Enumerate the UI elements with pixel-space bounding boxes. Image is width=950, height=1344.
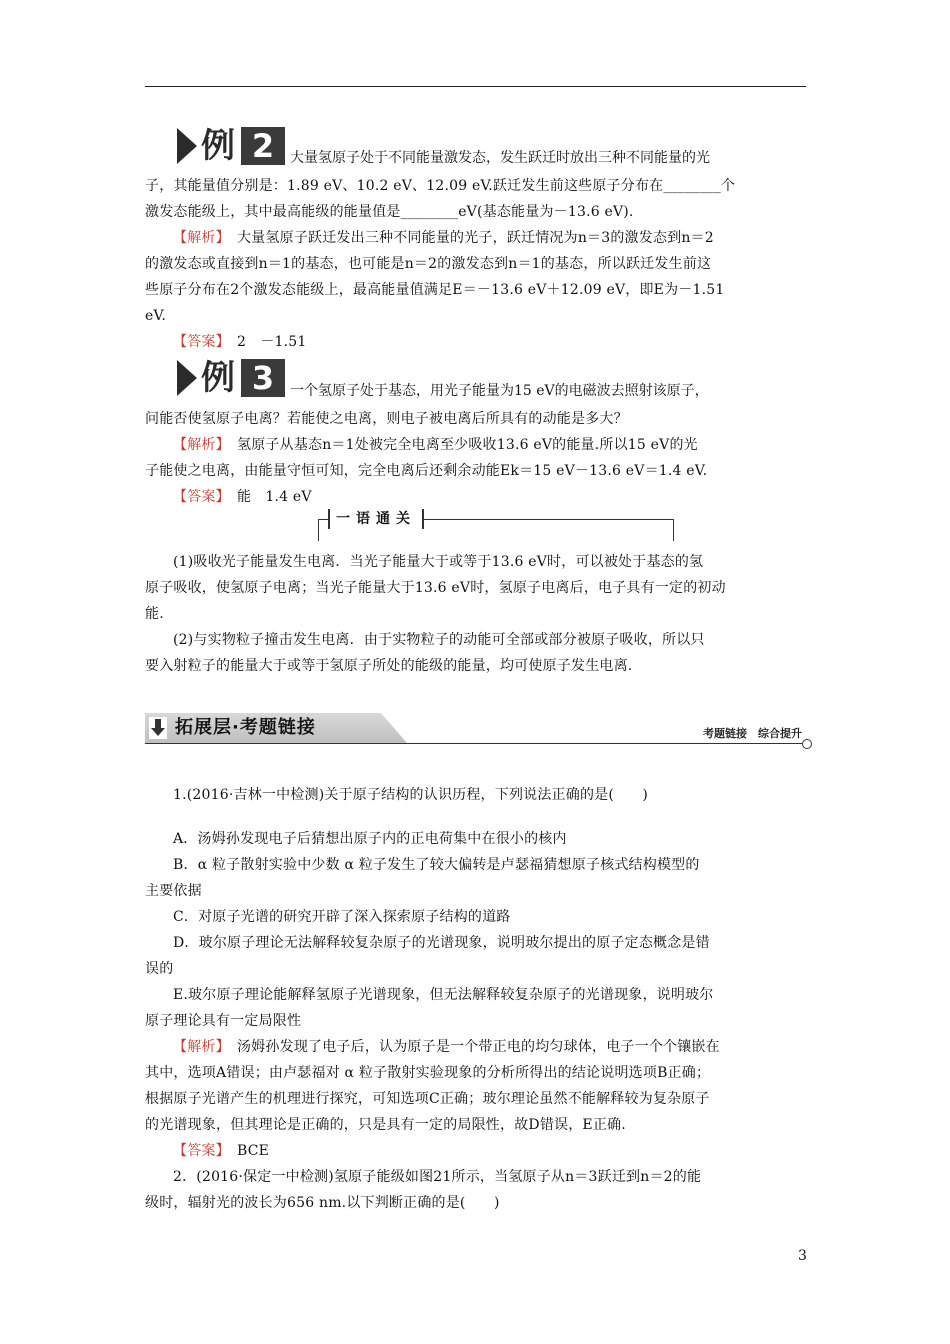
example-3-lead: 一个氢原子处于基态，用光子能量为15 eV的电磁波去照射该原子， — [290, 383, 709, 399]
summary-points — [145, 549, 806, 679]
example-label: 例 — [201, 126, 235, 166]
triangle-icon — [177, 360, 197, 396]
analysis-tag: 【解析】 — [173, 230, 223, 246]
question-2-stem: 2．(2016·保定一中检测)氢原子能级如图21所示，当氢原子从n＝3跃迁到n＝2的能 — [173, 1169, 702, 1185]
analysis-line: 的激发态或直接到n＝1的基态，也可能是n＝2的激发态到n＝1的基态，所以跃迁发生前这 — [145, 256, 712, 272]
section-header — [145, 713, 812, 745]
analysis-line: 的光谱现象，但其理论是正确的，只是具有一定的局限性，故D错误，E正确. — [145, 1117, 626, 1133]
example-number: 3 — [241, 359, 285, 397]
summary-line: (2)与实物粒子撞击发生电离．由于实物粒子的动能可全部或部分被原子吸收，所以只 — [173, 632, 705, 648]
summary-line: 要入射粒子的能量大于或等于氢原子所处的能级的能量，均可使原子发生电离. — [145, 658, 633, 674]
analysis-line: 根据原子光谱产生的机理进行探究，可知选项C正确；玻尔理论虽然不能解释较为复杂原子 — [145, 1091, 710, 1107]
section-subtitle: 考题链接 综合提升 — [703, 727, 802, 740]
example-3-question — [145, 406, 806, 510]
summary-line: (1)吸收光子能量发生电离．当光子能量大于或等于13.6 eV时，可以被处于基态的氢 — [173, 554, 704, 570]
option-b-cont: 主要依据 — [145, 883, 202, 899]
analysis-line: 些原子分布在2个激发态能级上，最高能量值满足E＝－13.6 eV＋12.09 eV，即E为－1.51 — [145, 282, 725, 298]
section-title: 拓展层·考题链接 — [175, 717, 316, 738]
option-d: D．玻尔原子理论无法解释较复杂原子的光谱现象，说明玻尔提出的原子定态概念是错 — [173, 935, 710, 951]
question-line: 激发态能级上，其中最高能级的能量值是________eV(基态能量为－13.6 eV). — [145, 204, 634, 220]
example-3-banner — [177, 358, 285, 398]
answer-tag: 【答案】 — [173, 334, 223, 350]
question-line: 子，其能量值分别是：1.89 eV、10.2 eV、12.09 eV.跃迁发生前这些原子分布在________个 — [145, 178, 736, 194]
option-e: E.玻尔原子理论能解释氢原子光谱现象，但无法解释较复杂原子的光谱现象，说明玻尔 — [173, 987, 714, 1003]
header-rule — [145, 86, 806, 87]
example-2-lead: 大量氢原子处于不同能量激发态，发生跃迁时放出三种不同能量的光 — [290, 150, 710, 166]
summary-line: 原子吸收，使氢原子电离；当光子能量大于13.6 eV时，氢原子电离后，电子具有一定的初动 — [145, 580, 726, 596]
summary-box-header — [318, 513, 674, 543]
example-number: 2 — [241, 127, 285, 165]
example-2-question — [145, 173, 806, 355]
analysis-tag: 【解析】 — [173, 437, 223, 453]
analysis-line: 【解析】 汤姆孙发现了电子后，认为原子是一个带正电的均匀球体，电子一个个镶嵌在 — [173, 1039, 720, 1055]
question-line: 问能否使氢原子电离？若能使之电离，则电子被电离后所具有的动能是多大？ — [145, 411, 628, 427]
example-label: 例 — [201, 358, 235, 398]
question-2-stem-cont: 级时，辐射光的波长为656 nm.以下判断正确的是( ) — [145, 1195, 500, 1211]
analysis-line: 【解析】 氢原子从基态n＝1处被完全电离至少吸收13.6 eV的能量.所以15 eV的光 — [173, 437, 698, 453]
option-d-cont: 误的 — [145, 961, 174, 977]
circle-icon — [802, 739, 812, 749]
answer-line: 【答案】 2 －1.51 — [173, 334, 307, 350]
answer-line: 【答案】 BCE — [173, 1143, 270, 1159]
option-b: B．α 粒子散射实验中少数 α 粒子发生了较大偏转是卢瑟福猜想原子核式结构模型的 — [173, 857, 700, 873]
analysis-line: 其中，选项A错误；由卢瑟福对 α 粒子散射实验现象的分析所得出的结论说明选项B正确； — [145, 1065, 711, 1081]
option-a: A．汤姆孙发现电子后猜想出原子内的正电荷集中在很小的核内 — [173, 831, 567, 847]
answer-line: 【答案】 能 1.4 eV — [173, 489, 312, 505]
question-1-options — [145, 826, 806, 1216]
analysis-line: 子能使之电离，由能量守恒可知，完全电离后还剩余动能Ek＝15 eV－13.6 eV＝1.4 eV. — [145, 463, 708, 479]
down-arrow-icon — [149, 717, 167, 739]
option-c: C．对原子光谱的研究开辟了深入探索原子结构的道路 — [173, 909, 511, 925]
answer-tag: 【答案】 — [173, 489, 223, 505]
analysis-line: 【解析】 大量氢原子跃迁发出三种不同能量的光子，跃迁情况为n＝3的激发态到n＝2 — [173, 230, 714, 246]
option-e-cont: 原子理论具有一定局限性 — [145, 1013, 302, 1029]
triangle-icon — [177, 128, 197, 164]
summary-line: 能. — [145, 606, 164, 622]
answer-tag: 【答案】 — [173, 1143, 223, 1159]
analysis-tag: 【解析】 — [173, 1039, 223, 1055]
question-stem: 1.(2016·吉林一中检测)关于原子结构的认识历程，下列说法正确的是( ) — [173, 787, 649, 803]
summary-box-title: 一语通关 — [328, 509, 424, 529]
analysis-line: eV. — [145, 308, 166, 324]
question-1 — [145, 782, 806, 808]
example-2-banner — [177, 126, 285, 166]
page-number: 3 — [798, 1248, 807, 1264]
